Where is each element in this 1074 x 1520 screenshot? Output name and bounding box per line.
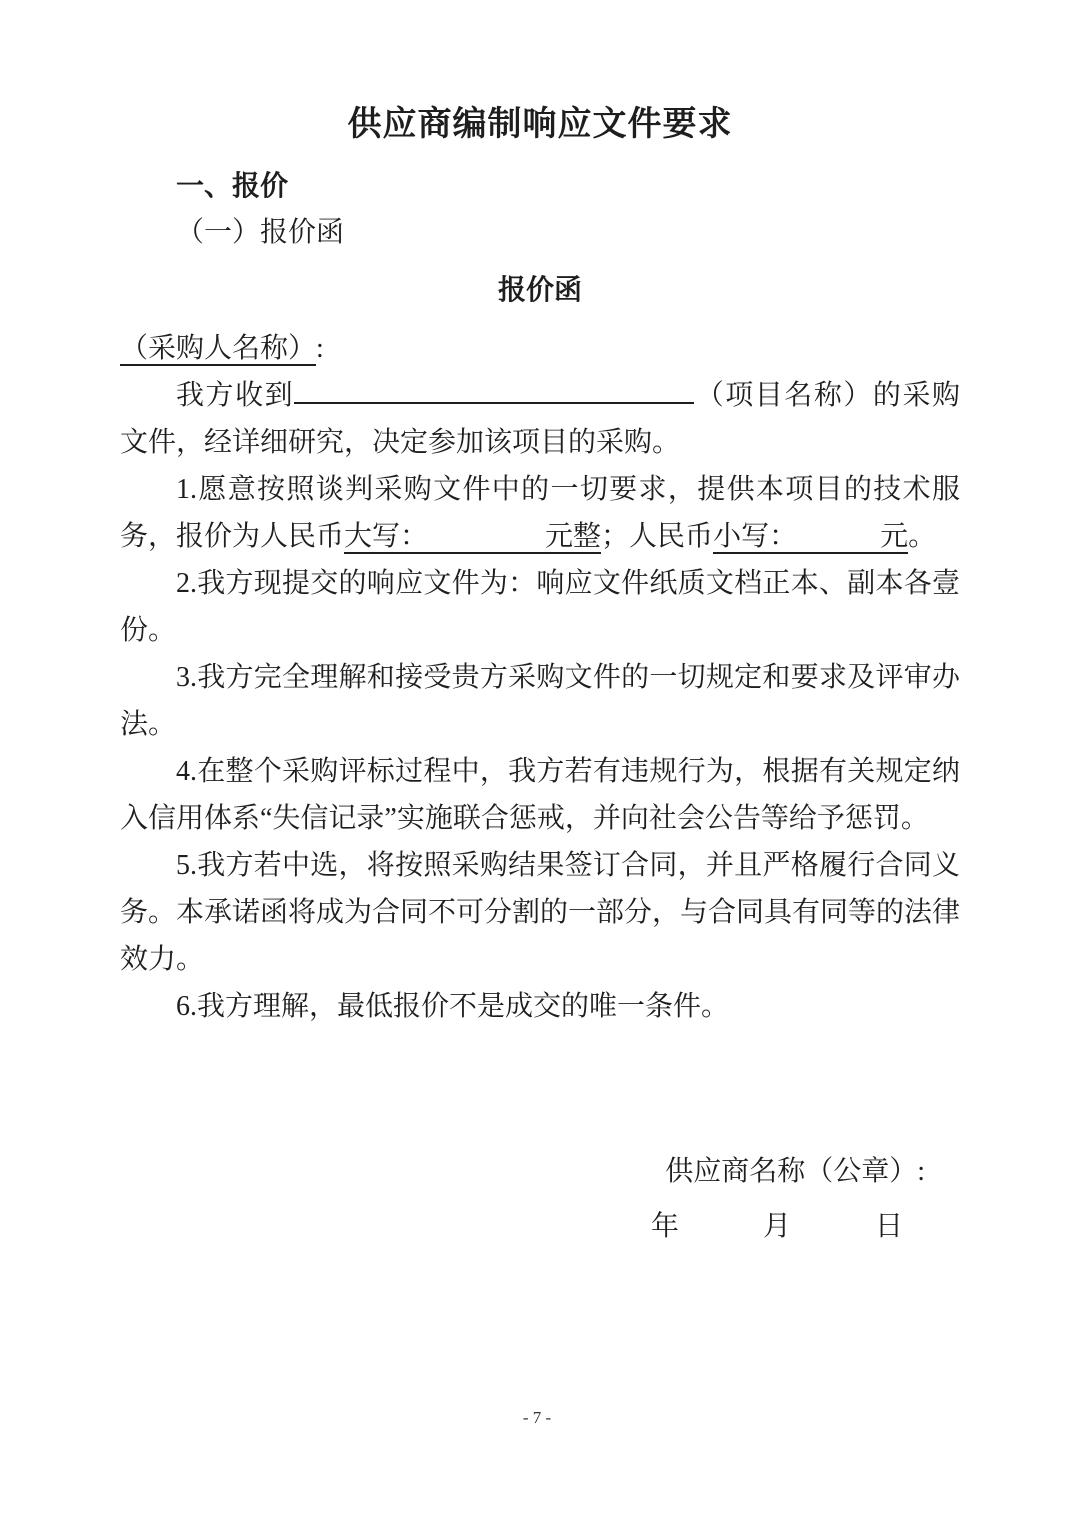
amount-in-words-suffix: 元整 bbox=[545, 521, 602, 552]
page-title: 供应商编制响应文件要求 bbox=[347, 105, 733, 143]
section-heading: 一、报价 bbox=[176, 170, 289, 201]
item-5: 5.我方若中选，将按照采购结果签订合同，并且严格履行合同义务。本承诺函将成为合同不可分割的一部分，与合同具有同等的法律效力。 bbox=[120, 850, 961, 975]
item-6: 6.我方理解，最低报价不是成交的唯一条件。 bbox=[176, 991, 730, 1022]
item-1-mid: ；人民币 bbox=[601, 521, 714, 552]
supplier-name-seal-label: 供应商名称（公章）: bbox=[665, 1156, 925, 1187]
item-2: 2.我方现提交的响应文件为：响应文件纸质文档正本、副本各壹份。 bbox=[120, 568, 960, 646]
amount-in-figures-label: 小写： bbox=[713, 521, 798, 552]
intro-post: （项目名称）的采购文件，经详细研究，决定参加该项目的采购。 bbox=[120, 380, 960, 458]
addressee-line bbox=[120, 325, 960, 372]
date-line: 年 月 日 bbox=[650, 1211, 903, 1242]
amount-in-figures-blank bbox=[797, 517, 880, 545]
amount-in-words-blank bbox=[428, 517, 545, 545]
project-name-blank bbox=[294, 374, 694, 404]
item-3: 3.我方完全理解和接受贵方采购文件的一切规定和要求及评审办法。 bbox=[120, 662, 960, 740]
signature-block bbox=[120, 1148, 960, 1250]
page-number: - 7 - bbox=[522, 1408, 552, 1427]
item-4: 4.在整个采购评标过程中，我方若有违规行为，根据有关规定纳入信用体系“失信记录”实施联合惩戒，并向社会公告等给予惩罚。 bbox=[120, 756, 960, 834]
subsection-heading: （一）报价函 bbox=[176, 217, 345, 248]
amount-in-words-label: 大写： bbox=[344, 521, 429, 552]
intro-pre: 我方收到 bbox=[176, 380, 295, 411]
letter-title: 报价函 bbox=[497, 274, 582, 305]
item-1-pre: 1.愿意按照谈判采购文件中的一切要求，提供本项目的技术服务，报价为人民币 bbox=[120, 474, 960, 552]
purchaser-name-blank: （采购人名称） bbox=[120, 333, 317, 364]
item-1 bbox=[120, 466, 960, 560]
amount-in-figures-suffix: 元 bbox=[880, 521, 909, 552]
item-1-end: 。 bbox=[908, 521, 937, 552]
amount-in-words-field bbox=[344, 521, 601, 554]
intro-paragraph bbox=[120, 372, 960, 466]
addressee-colon: : bbox=[316, 333, 324, 364]
amount-in-figures-field bbox=[713, 521, 908, 554]
